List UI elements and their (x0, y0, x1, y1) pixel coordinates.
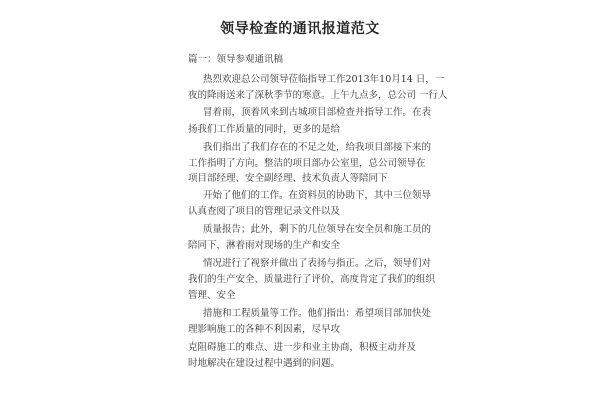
paragraph-line: 扬我们工作质量的同时，更多的是给 (188, 124, 341, 135)
paragraph-line: 理影响施工的各种不利因素，尽早攻 (188, 324, 341, 335)
paragraph-line: 情况进行了视察并做出了表扬与指正。之后，领导们对 (203, 258, 432, 269)
paragraph-line: 质量报告；此外，剩下的几位领导在安全员和施工员的 (203, 224, 432, 235)
section-heading: 篇一：领导参观通讯稿 (188, 54, 284, 65)
paragraph-line: 工作指明了方向。整洁的项目部办公室里，总公司领导在 (188, 158, 426, 169)
paragraph-line: 措施和工程质量等工作。他们指出：希望项目部加快处 (203, 308, 432, 319)
document-title: 领导检查的通讯报道范文 (220, 21, 380, 37)
paragraph-line: 夜的降雨送来了深秋季节的寒意。上午九点多，总公司 一行人 (188, 90, 448, 101)
paragraph-line: 管理、安全 (188, 290, 236, 301)
paragraph-line: 项目部经理、安全副经理、技术负责人等陪同下 (188, 173, 388, 184)
paragraph-line: 认真查阅了项目的管理记录文件以及 (188, 206, 341, 217)
paragraph-line: 热烈欢迎总公司领导莅临指导工作2013年10月14 日，一 (203, 74, 445, 85)
paragraph-line: 时地解决在建设过程中遇到的问题。 (188, 358, 341, 369)
paragraph-line: 我们指出了我们存在的不足之处，给我项目部接下来的 (203, 142, 432, 153)
paragraph-line: 开始了他们的工作。在资料员的协助下，其中三位领导 (203, 190, 432, 201)
paragraph-line: 冒着雨，顶着风来到古城项目部检查并指导工作。在表 (203, 107, 432, 118)
paragraph-line: 克阻碍施工的难点、进一步和业主协商，积极主动并及 (188, 342, 417, 353)
paragraph-line: 我们的生产安全、质量进行了评价，高度肯定了我们的组织 (188, 274, 436, 285)
paragraph-line: 陪同下，淋着雨对现场的生产和安全 (188, 240, 341, 251)
